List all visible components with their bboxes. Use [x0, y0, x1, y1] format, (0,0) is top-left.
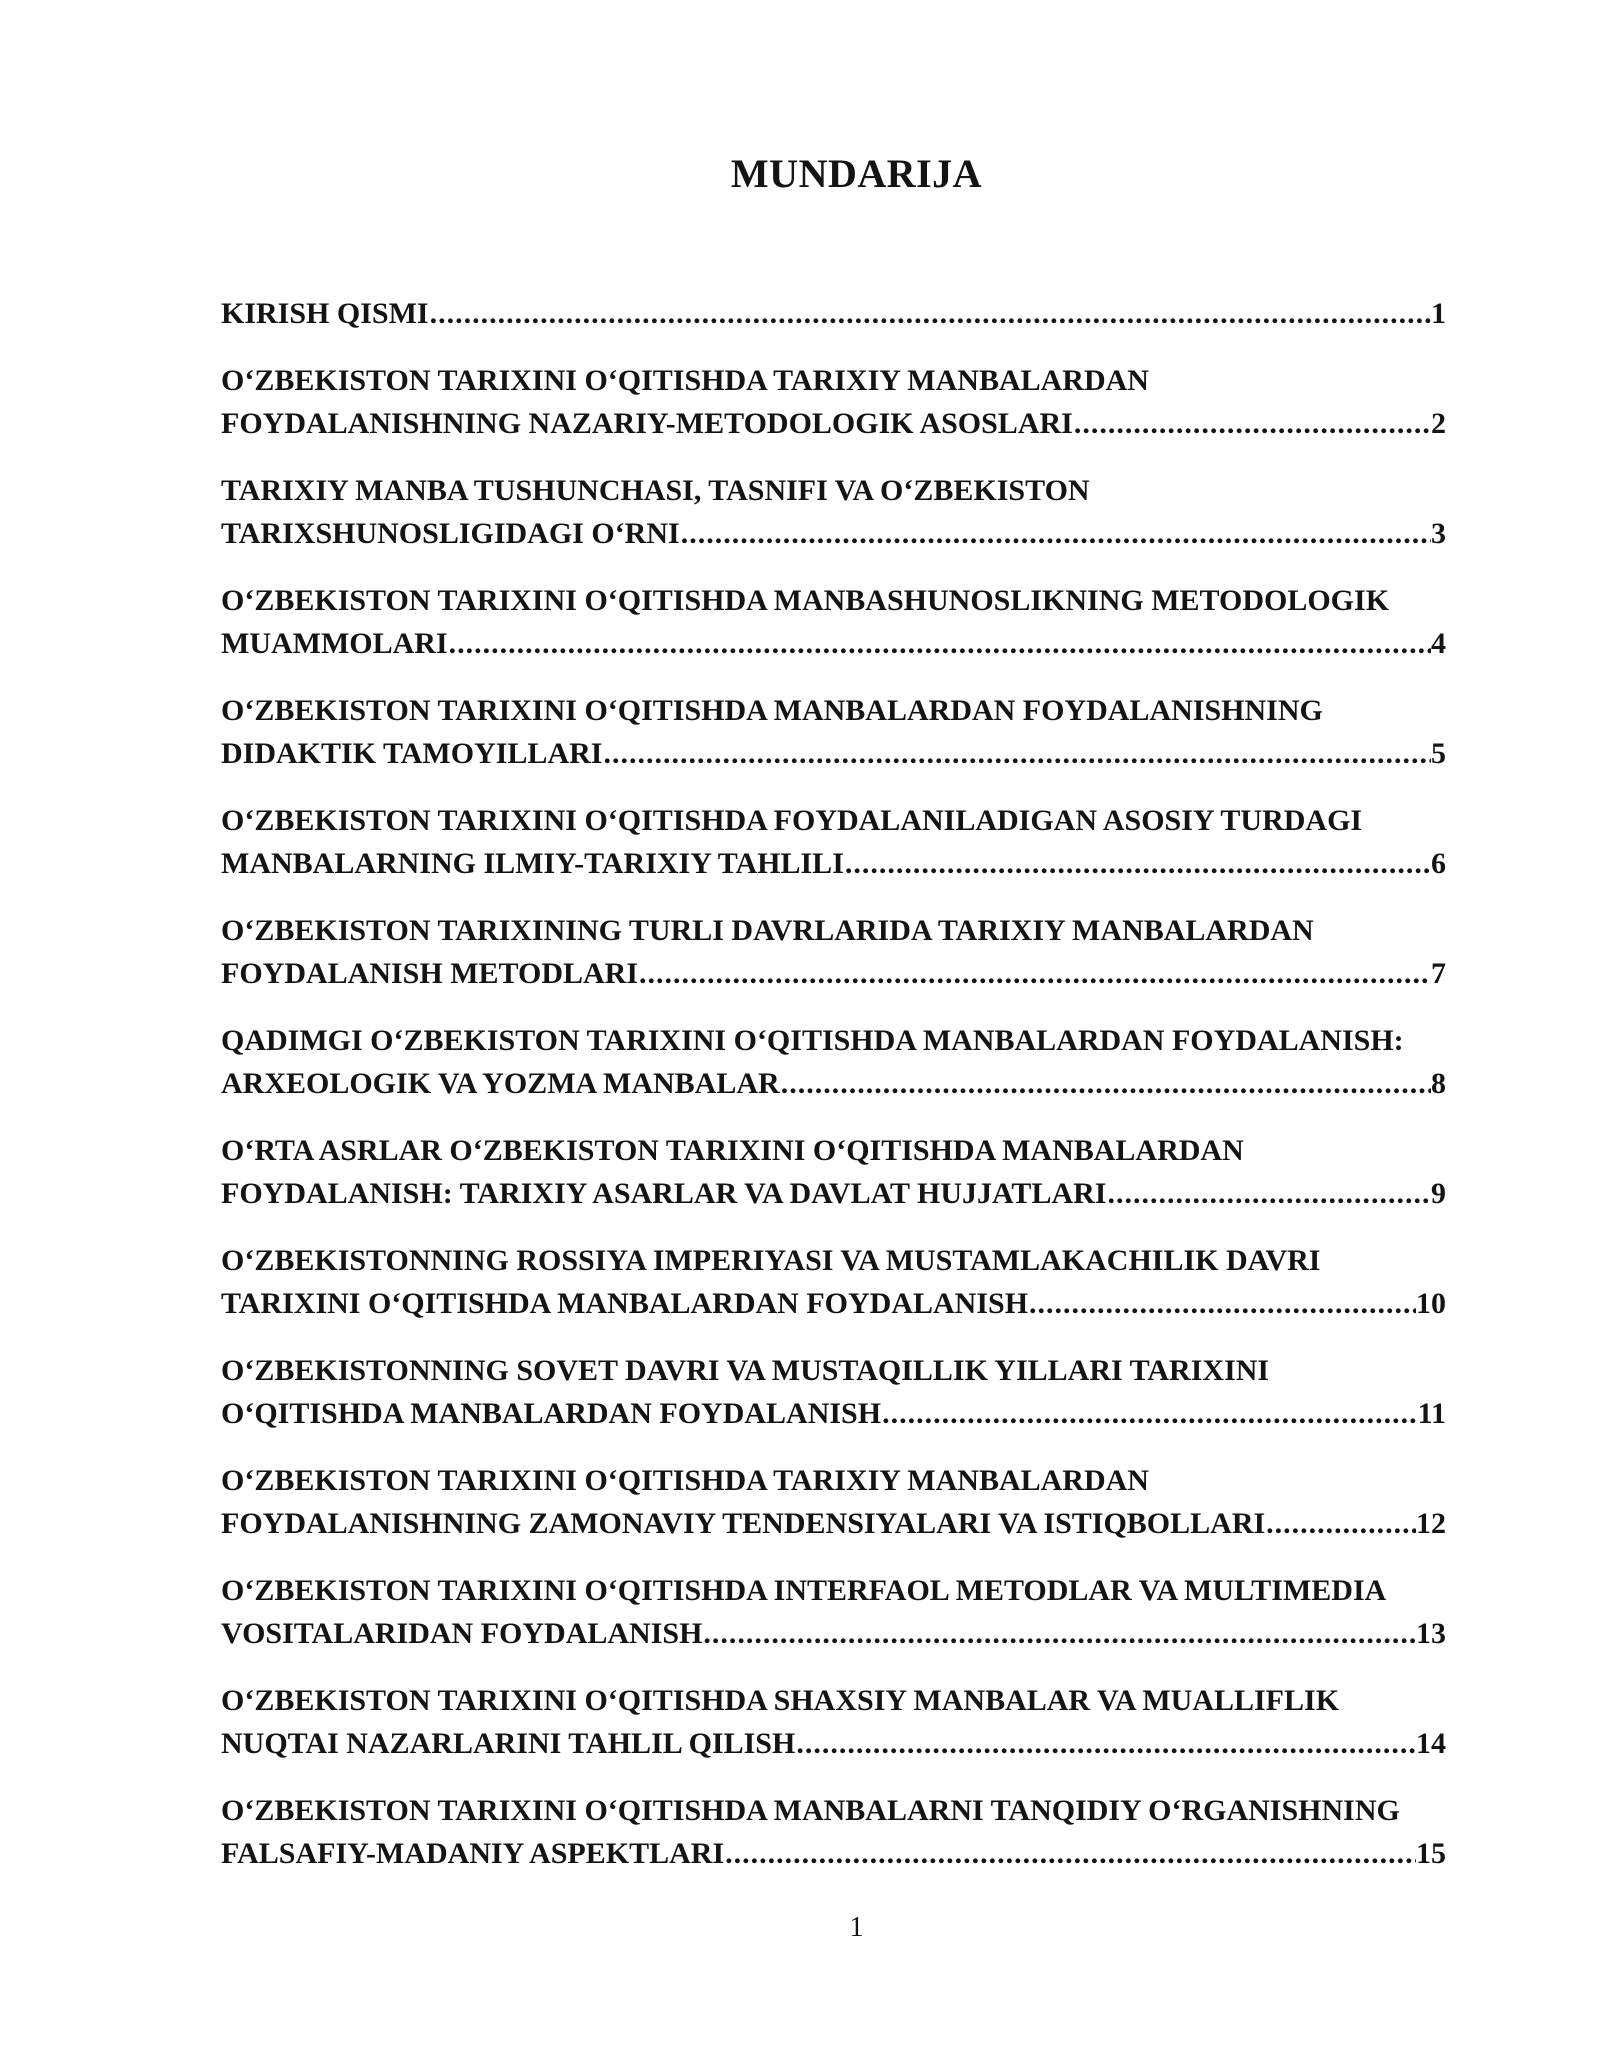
toc-entry-title-end: FALSAFIY-MADANIY ASPEKTLARI: [221, 1837, 725, 1870]
toc-page-number: 3: [1431, 517, 1446, 550]
toc-entry-title-line: O‘ZBEKISTONNING SOVET DAVRI VA MUSTAQILLIK YILLARI TARIXINI: [221, 1354, 1270, 1387]
toc-entry-title-line: QADIMGI O‘ZBEKISTON TARIXINI O‘QITISHDA MANBALARDAN FOYDALANISH:: [221, 1024, 1404, 1057]
toc-entry-title-end: DIDAKTIK TAMOYILLARI: [221, 737, 603, 770]
toc-page-number: 14: [1416, 1727, 1446, 1760]
toc-entry-title-line: O‘ZBEKISTON TARIXINI O‘QITISHDA MANBALARNI TANQIDIY O‘RGANISHNING: [221, 1794, 1400, 1827]
dot-leader: [781, 1062, 1431, 1105]
toc-entry[interactable]: [221, 1459, 1461, 1545]
dot-leader: [1107, 1172, 1431, 1215]
toc-page-number: 5: [1431, 737, 1446, 770]
toc-entry-title-end: MANBALARNING ILMIY-TARIXIY TAHLILI: [221, 847, 844, 880]
toc-entry-leader-line: [221, 1722, 1446, 1765]
dot-leader: [845, 842, 1431, 885]
toc-entry[interactable]: [221, 1239, 1461, 1325]
dot-leader: [681, 512, 1431, 555]
toc-entry[interactable]: [221, 1789, 1461, 1875]
toc-entry-title-line: O‘RTA ASRLAR O‘ZBEKISTON TARIXINI O‘QITISHDA MANBALARDAN: [221, 1134, 1244, 1167]
toc-entry-title-line: O‘ZBEKISTON TARIXINI O‘QITISHDA TARIXIY MANBALARDAN: [221, 364, 1149, 397]
toc-page-number: 8: [1431, 1067, 1446, 1100]
toc-entry-leader-line: [221, 1392, 1446, 1435]
toc-entry[interactable]: [221, 469, 1461, 555]
toc-page-number: 6: [1431, 847, 1446, 880]
toc-page-number: 4: [1431, 627, 1446, 660]
toc-entry-title-end: NUQTAI NAZARLARINI TAHLIL QILISH: [221, 1727, 796, 1760]
toc-entry[interactable]: [221, 1129, 1461, 1215]
toc-entry-leader-line: [221, 512, 1446, 555]
toc-entry-leader-line: [221, 952, 1446, 995]
toc-entry-leader-line: [221, 1612, 1446, 1655]
toc-entry-leader-line: [221, 1832, 1446, 1875]
toc-entry[interactable]: [221, 1679, 1461, 1765]
dot-leader: [639, 952, 1431, 995]
dot-leader: [882, 1392, 1418, 1435]
toc-page-number: 15: [1416, 1837, 1446, 1870]
toc-page-number: 12: [1416, 1507, 1446, 1540]
toc-entry-title-line: TARIXIY MANBA TUSHUNCHASI, TASNIFI VA O‘ZBEKISTON: [221, 474, 1090, 507]
toc-page-number: 9: [1431, 1177, 1446, 1210]
dot-leader: [1029, 1282, 1416, 1325]
dot-leader: [430, 292, 1431, 335]
toc-entry[interactable]: [221, 359, 1461, 445]
toc-page-number: 1: [1431, 297, 1446, 330]
toc-entry[interactable]: [221, 579, 1461, 665]
toc-entry-title-line: O‘ZBEKISTON TARIXINI O‘QITISHDA SHAXSIY MANBALAR VA MUALLIFLIK: [221, 1684, 1340, 1717]
toc-entry-leader-line: [221, 292, 1446, 335]
toc-page-number: 7: [1431, 957, 1446, 990]
toc-entry-title-end: FOYDALANISHNING NAZARIY-METODOLOGIK ASOSLARI: [221, 407, 1073, 440]
toc-entry-title-end: FOYDALANISH: TARIXIY ASARLAR VA DAVLAT HUJJATLARI: [221, 1177, 1107, 1210]
toc-entry-title-end: TARIXINI O‘QITISHDA MANBALARDAN FOYDALANISH: [221, 1287, 1029, 1320]
toc-entry-title-end: TARIXSHUNOSLIGIDAGI O‘RNI: [221, 517, 680, 550]
toc-entry-title-end: ARXEOLOGIK VA YOZMA MANBALAR: [221, 1067, 780, 1100]
dot-leader: [703, 1612, 1416, 1655]
toc-entry[interactable]: [221, 689, 1461, 775]
toc-page-number: 13: [1416, 1617, 1446, 1650]
toc-entry-leader-line: [221, 1062, 1446, 1105]
toc-entry-title-line: O‘ZBEKISTON TARIXINING TURLI DAVRLARIDA TARIXIY MANBALARDAN: [221, 914, 1314, 947]
toc-entry-title-end: MUAMMOLARI: [221, 627, 448, 660]
toc-entry-title-line: O‘ZBEKISTON TARIXINI O‘QITISHDA TARIXIY MANBALARDAN: [221, 1464, 1149, 1497]
toc-entry[interactable]: [221, 1349, 1461, 1435]
toc-entry-leader-line: [221, 622, 1446, 665]
toc-entry-leader-line: [221, 1282, 1446, 1325]
page-title: MUNDARIJA: [730, 151, 983, 196]
dot-leader: [1074, 402, 1431, 445]
dot-leader: [1266, 1502, 1416, 1545]
toc-entry-leader-line: [221, 1172, 1446, 1215]
toc-entry[interactable]: [221, 1569, 1461, 1655]
table-of-contents: [221, 292, 1461, 1899]
toc-entry-title-line: O‘ZBEKISTONNING ROSSIYA IMPERIYASI VA MUSTAMLAKACHILIK DAVRI: [221, 1244, 1321, 1277]
page-number: 1: [849, 1912, 864, 1943]
toc-entry[interactable]: [221, 292, 1461, 335]
toc-entry-leader-line: [221, 842, 1446, 885]
toc-entry-title-line: O‘ZBEKISTON TARIXINI O‘QITISHDA MANBASHUNOSLIKNING METODOLOGIK: [221, 584, 1390, 617]
toc-entry-title-end: VOSITALARIDAN FOYDALANISH: [221, 1617, 703, 1650]
toc-entry[interactable]: [221, 799, 1461, 885]
dot-leader: [603, 732, 1431, 775]
toc-entry-leader-line: [221, 732, 1446, 775]
toc-page-number: 11: [1417, 1397, 1446, 1430]
toc-entry-title-end: O‘QITISHDA MANBALARDAN FOYDALANISH: [221, 1397, 882, 1430]
dot-leader: [449, 622, 1431, 665]
toc-entry-title-line: O‘ZBEKISTON TARIXINI O‘QITISHDA INTERFAOL METODLAR VA MULTIMEDIA: [221, 1574, 1387, 1607]
toc-entry-title-end: FOYDALANISHNING ZAMONAVIY TENDENSIYALARI VA ISTIQBOLLARI: [221, 1507, 1266, 1540]
toc-page-number: 10: [1416, 1287, 1446, 1320]
toc-entry[interactable]: [221, 1019, 1461, 1105]
toc-entry[interactable]: [221, 909, 1461, 995]
toc-entry-title-line: O‘ZBEKISTON TARIXINI O‘QITISHDA FOYDALANILADIGAN ASOSIY TURDAGI: [221, 804, 1363, 837]
toc-entry-leader-line: [221, 1502, 1446, 1545]
dot-leader: [796, 1722, 1416, 1765]
toc-entry-title-line: O‘ZBEKISTON TARIXINI O‘QITISHDA MANBALARDAN FOYDALANISHNING: [221, 694, 1323, 727]
toc-page-number: 2: [1431, 407, 1446, 440]
dot-leader: [725, 1832, 1416, 1875]
toc-entry-title-end: KIRISH QISMI: [221, 297, 429, 330]
toc-entry-leader-line: [221, 402, 1446, 445]
toc-entry-title-end: FOYDALANISH METODLARI: [221, 957, 638, 990]
